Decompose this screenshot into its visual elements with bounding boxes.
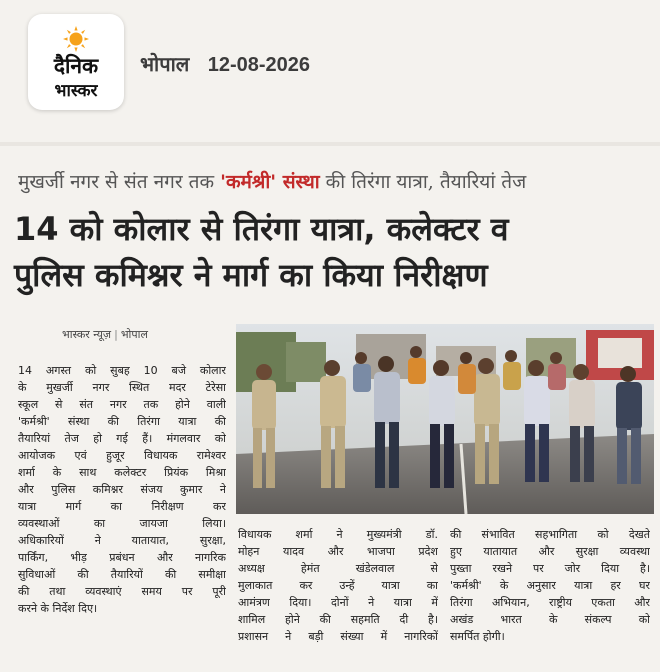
column-3-line: की संभावित सहभागिता को देखते — [450, 528, 650, 541]
logo-text-line2: भास्कर — [54, 81, 98, 101]
byline-source: भास्कर न्यूज़ — [62, 328, 112, 341]
article-photo — [236, 324, 654, 514]
column-1-line: करने के निर्देश दिए। — [18, 602, 98, 615]
column-2-line: मोहन यादव और भाजपा प्रदेश — [238, 545, 438, 558]
article-column-2 — [238, 526, 438, 645]
column-1-line: सुविधाओं की तैयारियों की समीक्षा — [18, 568, 226, 581]
column-1-line: और पुलिस कमिश्नर संजय कुमार ने — [18, 483, 226, 496]
procession-photo-illustration — [236, 324, 654, 514]
column-1-line: की तथा व्यवस्थाएं समय पर पूरी — [18, 585, 226, 598]
column-2-line: प्रशासन ने बड़ी संख्या में नागरिकों — [238, 630, 438, 643]
column-1-line: के मुखर्जी नगर स्थित मदर टेरेसा — [18, 381, 226, 394]
dateline-city: भोपाल — [140, 52, 190, 76]
column-1-line: यात्रा मार्ग का निरीक्षण कर — [18, 500, 226, 513]
kicker-prefix: मुखर्जी नगर से संत नगर तक — [18, 171, 221, 193]
column-1-line: व्यवस्थाओं का जायजा लिया। — [18, 517, 226, 530]
byline-separator: | — [114, 328, 118, 341]
byline — [62, 327, 148, 342]
masthead-divider — [0, 142, 660, 146]
column-3-line: 'कर्मश्री' के अनुसार यात्रा हर घर — [450, 579, 650, 592]
kicker-suffix: की तिरंगा यात्रा, तैयारियां तेज — [319, 171, 527, 193]
kicker-highlight: 'कर्मश्री' संस्था — [220, 171, 320, 193]
column-3-line: हुए यातायात और सुरक्षा व्यवस्था — [450, 545, 650, 558]
logo-text-line1: दैनिक — [53, 54, 99, 78]
column-3-line: अखंड भारत के संकल्प को — [450, 613, 650, 626]
column-3-line: समर्पित होगी। — [450, 630, 505, 643]
column-1-line: अधिकारियों ने यातायात, सुरक्षा, — [18, 534, 226, 547]
headline-line-2: पुलिस कमिश्नर ने मार्ग का किया निरीक्षण — [14, 256, 488, 294]
column-2-line: शामिल होने की सहमति दी है। — [238, 613, 438, 626]
column-2-line: आमंत्रण दिया। दोनों ने यात्रा में — [238, 596, 438, 609]
byline-city: भोपाल — [120, 328, 148, 341]
article-kicker — [18, 168, 648, 194]
column-1-line: आयोजक एवं हुजूर विधायक रामेश्वर — [18, 449, 226, 462]
column-1-line: पार्किंग, भीड़ प्रबंधन और नागरिक — [18, 551, 226, 564]
column-1-line: तैयारियां तेज हो गई हैं। मंगलवार को — [18, 432, 226, 445]
column-2-line: विधायक शर्मा ने मुख्यमंत्री डॉ. — [238, 528, 438, 541]
column-1-line: 'कर्मश्री' संस्था की तिरंगा यात्रा की — [18, 415, 226, 428]
headline-line-1: 14 को कोलार से तिरंगा यात्रा, कलेक्टर व — [14, 210, 509, 248]
article-column-1 — [18, 362, 226, 617]
dainik-bhaskar-logo — [28, 14, 124, 110]
article-headline — [14, 206, 654, 298]
column-1-line: शर्मा के साथ कलेक्टर प्रियंक मिश्रा — [18, 466, 226, 479]
sun-icon — [63, 26, 89, 52]
column-2-line: मुलाकात कर उन्हें यात्रा का — [238, 579, 438, 592]
column-1-line: स्कूल से संत नगर तक होने वाली — [18, 398, 226, 411]
dateline-date: 12-08-2026 — [207, 54, 311, 76]
column-2-line: अध्यक्ष हेमंत खंडेलवाल से — [238, 562, 438, 575]
article-column-3 — [450, 526, 650, 645]
column-1-line: 14 अगस्त को सुबह 10 बजे कोलार — [18, 364, 226, 377]
column-3-line: तिरंगा अभियान, राष्ट्रीय एकता और — [450, 596, 650, 609]
dateline — [140, 50, 310, 77]
column-3-line: पुख्ता रखने पर जोर दिया है। — [450, 562, 650, 575]
